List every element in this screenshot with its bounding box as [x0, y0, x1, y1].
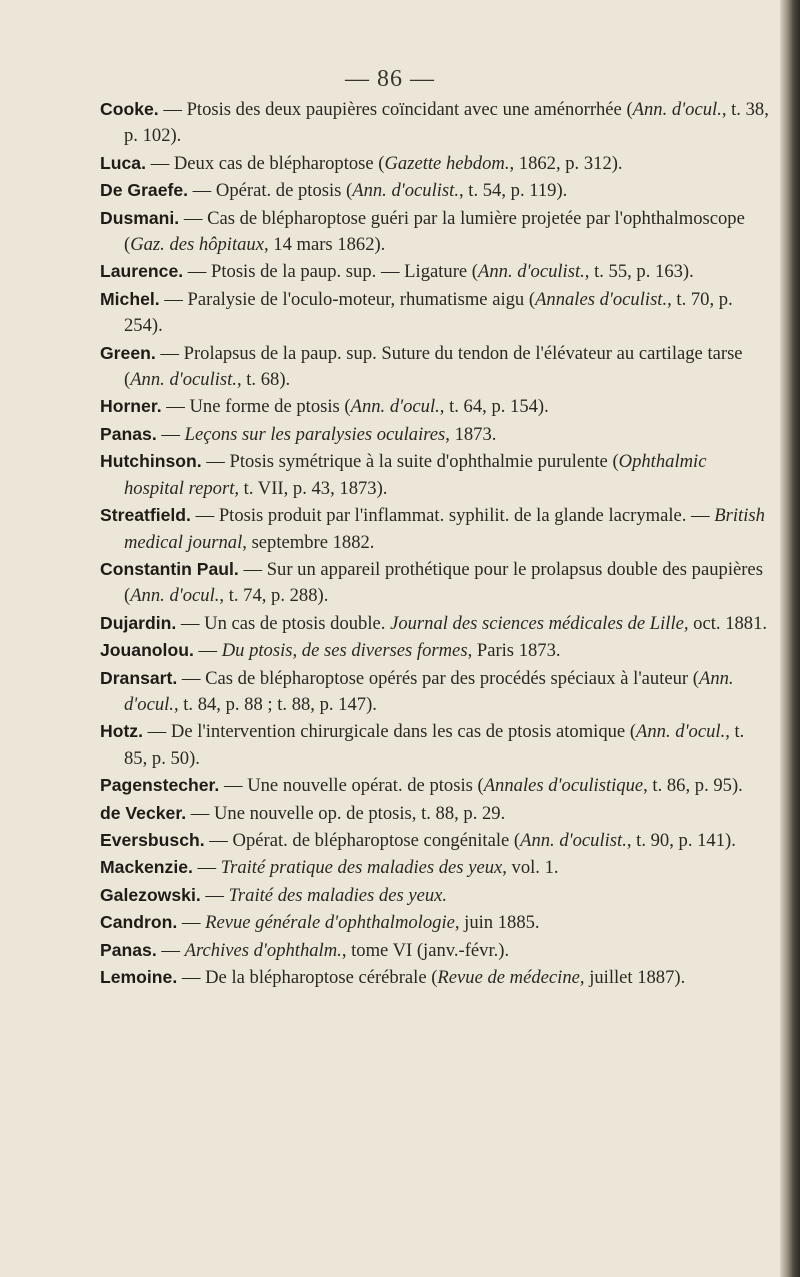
entry-text: —	[192, 857, 221, 879]
entry-text: — Ptosis des deux paupières coïncidant avec une aménorrhée (	[158, 99, 633, 120]
book-spine-shadow	[780, 0, 800, 1277]
entry-author: Green.	[100, 342, 156, 363]
bibliography-entry	[100, 421, 770, 448]
entry-text: —	[156, 939, 185, 961]
entry-reference: Ann. d'ocul.	[636, 721, 726, 743]
entry-reference: Traité des maladies des yeux.	[228, 884, 448, 906]
entry-text: —	[193, 640, 222, 662]
entry-reference: Ann. d'oculist.	[130, 369, 237, 391]
bibliography-entry	[100, 610, 770, 637]
entry-author: Lemoine.	[100, 967, 178, 987]
entry-author: Dransart.	[100, 667, 178, 688]
entry-author: Panas.	[100, 939, 157, 960]
entry-reference: Ann. d'ocul.	[124, 667, 734, 715]
entry-citation: , 14 mars 1862).	[263, 234, 386, 256]
entry-reference: Du ptosis, de ses diverses formes	[221, 640, 468, 662]
entry-author: Streatfield.	[100, 505, 191, 526]
entry-reference: Ann. d'ocul.	[632, 99, 722, 120]
entry-reference: Traité pratique des maladies des yeux	[220, 857, 503, 879]
entry-citation: , t. 90, p. 141).	[626, 829, 736, 851]
entry-citation: , t. 70, p. 254).	[124, 288, 733, 337]
entry-text: — Sur un appareil prothétique pour le prolapsus double des paupières (	[124, 558, 763, 607]
entry-reference: Annales d'oculist.	[535, 288, 668, 310]
entry-text: —	[200, 884, 229, 906]
entry-author: Candron.	[100, 912, 178, 933]
bibliography-entry	[100, 854, 770, 881]
entry-citation: , t. VII, p. 43, 1873).	[234, 477, 388, 499]
entry-citation: , t. 64, p. 154).	[439, 396, 549, 418]
entry-text: — Prolapsus de la paup. sup. Suture du tendon de l'élévateur au cartilage tarse (	[124, 342, 743, 391]
entry-text: — Une nouvelle opérat. de ptosis (	[219, 775, 484, 797]
bibliography-entry	[100, 556, 770, 610]
entry-citation: , t. 54, p. 119).	[459, 180, 568, 202]
entry-author: De Graefe.	[100, 180, 189, 201]
entry-author: Constantin Paul.	[100, 558, 239, 579]
entry-citation: , t. 86, p. 95).	[643, 775, 743, 797]
bibliography-entry	[100, 937, 770, 964]
entry-author: Michel.	[100, 288, 160, 309]
entry-reference: Ann. d'ocul.	[130, 585, 220, 607]
bibliography-entry	[100, 393, 770, 420]
entry-author: Hotz.	[100, 721, 143, 742]
entry-author: Cooke.	[100, 99, 159, 119]
entry-reference: Archives d'ophthalm.	[184, 939, 342, 961]
entry-text: — Opérat. de blépharoptose congénitale (	[204, 829, 521, 851]
entry-author: de Vecker.	[100, 802, 187, 823]
entry-text: — Cas de blépharoptose opérés par des procédés spéciaux à l'auteur (	[177, 667, 699, 689]
entry-citation: , t. 38, p. 102).	[124, 99, 769, 147]
entry-text: —	[156, 423, 185, 445]
bibliography-entry	[100, 340, 770, 394]
entry-citation: , t. 68).	[236, 369, 291, 391]
entry-text: — Opérat. de ptosis (	[188, 180, 353, 202]
bibliography-entry	[100, 800, 770, 827]
entry-citation: oct. 1881.	[688, 612, 768, 634]
entry-reference: Ann. d'oculist.	[520, 829, 627, 851]
entry-author: Dusmani.	[100, 207, 180, 228]
entry-citation: , t. 55, p. 163).	[584, 261, 694, 283]
entry-author: Laurence.	[100, 261, 184, 282]
entry-citation: , juin 1885.	[454, 912, 540, 934]
entry-author: Panas.	[100, 423, 157, 444]
entry-citation: , 1873.	[445, 423, 497, 445]
entry-citation: , t. 84, p. 88 ; t. 88, p. 147).	[173, 693, 377, 715]
entry-text: — Une forme de ptosis (	[161, 396, 351, 418]
entry-text: — Ptosis de la paup. sup. — Ligature (	[183, 261, 479, 283]
entry-author: Eversbusch.	[100, 829, 205, 850]
entry-author: Horner.	[100, 396, 162, 417]
entry-reference: Ann. d'oculist.	[478, 261, 585, 283]
entry-reference: Revue de médecine	[437, 967, 580, 988]
entry-text: — Cas de blépharoptose guéri par la lumière projetée par l'ophthalmoscope (	[124, 207, 745, 256]
bibliography-list	[100, 96, 770, 991]
entry-citation: , septembre 1882.	[242, 531, 375, 553]
entry-reference: Gaz. des hôpitaux	[130, 234, 264, 256]
entry-author: Galezowski.	[100, 884, 201, 905]
entry-reference: Leçons sur les paralysies oculaires	[184, 423, 446, 445]
bibliography-entry	[100, 96, 770, 150]
entry-reference: Journal des sciences médicales de Lille,	[390, 612, 689, 634]
entry-citation: , 1862, p. 312).	[509, 152, 623, 174]
bibliography-entry	[100, 205, 770, 259]
entry-author: Dujardin.	[100, 612, 177, 633]
entry-text: — Paralysie de l'oculo-moteur, rhumatisme aigu (	[159, 288, 536, 310]
entry-author: Pagenstecher.	[100, 775, 220, 796]
entry-reference: Revue générale d'ophthalmologie	[205, 912, 455, 934]
bibliography-entry	[100, 448, 770, 502]
bibliography-entry	[100, 637, 770, 664]
entry-author: Jouanolou.	[100, 640, 194, 661]
entry-text: — Ptosis produit par l'inflammat. syphilit. de la glande lacrymale. —	[190, 505, 715, 527]
entry-citation: , t. 85, p. 50).	[124, 721, 745, 769]
bibliography-entry	[100, 827, 770, 854]
entry-text: — Une nouvelle op. de ptosis, t. 88, p. 29.	[186, 802, 506, 824]
entry-text: — Deux cas de blépharoptose (	[145, 152, 385, 174]
bibliography-entry	[100, 150, 770, 177]
bibliography-entry	[100, 177, 770, 204]
entry-citation: , tome VI (janv.-févr.).	[341, 939, 510, 961]
entry-text: — De l'intervention chirurgicale dans les cas de ptosis atomique (	[143, 721, 637, 743]
bibliography-entry	[100, 665, 770, 719]
entry-reference: British medical journal	[124, 505, 765, 553]
entry-author: Hutchinson.	[100, 451, 202, 472]
entry-reference: Ophthalmic hospital report	[124, 451, 707, 499]
entry-text: — Ptosis symétrique à la suite d'ophthalmie purulente (	[201, 451, 619, 473]
entry-author: Luca.	[100, 152, 146, 173]
entry-reference: Annales d'oculistique	[483, 775, 644, 797]
bibliography-entry	[100, 286, 770, 340]
entry-reference: Gazette hebdom.	[384, 152, 510, 174]
entry-reference: Ann. d'ocul.	[350, 396, 440, 418]
bibliography-entry	[100, 909, 770, 936]
entry-citation: , vol. 1.	[502, 857, 559, 879]
bibliography-entry	[100, 772, 770, 799]
page-number: — 86 —	[345, 66, 435, 92]
entry-text: — Un cas de ptosis double.	[176, 612, 391, 634]
entry-citation: , t. 74, p. 288).	[219, 585, 329, 607]
bibliography-entry	[100, 718, 770, 772]
entry-reference: Ann. d'oculist.	[352, 180, 459, 202]
entry-citation: , Paris 1873.	[467, 640, 561, 662]
entry-author: Mackenzie.	[100, 857, 193, 878]
entry-text: —	[177, 912, 206, 934]
bibliography-entry	[100, 258, 770, 285]
bibliography-entry	[100, 502, 770, 556]
entry-citation: , juillet 1887).	[579, 967, 686, 988]
bibliography-entry	[100, 964, 770, 991]
entry-text: — De la blépharoptose cérébrale (	[177, 967, 438, 988]
bibliography-entry	[100, 882, 770, 909]
